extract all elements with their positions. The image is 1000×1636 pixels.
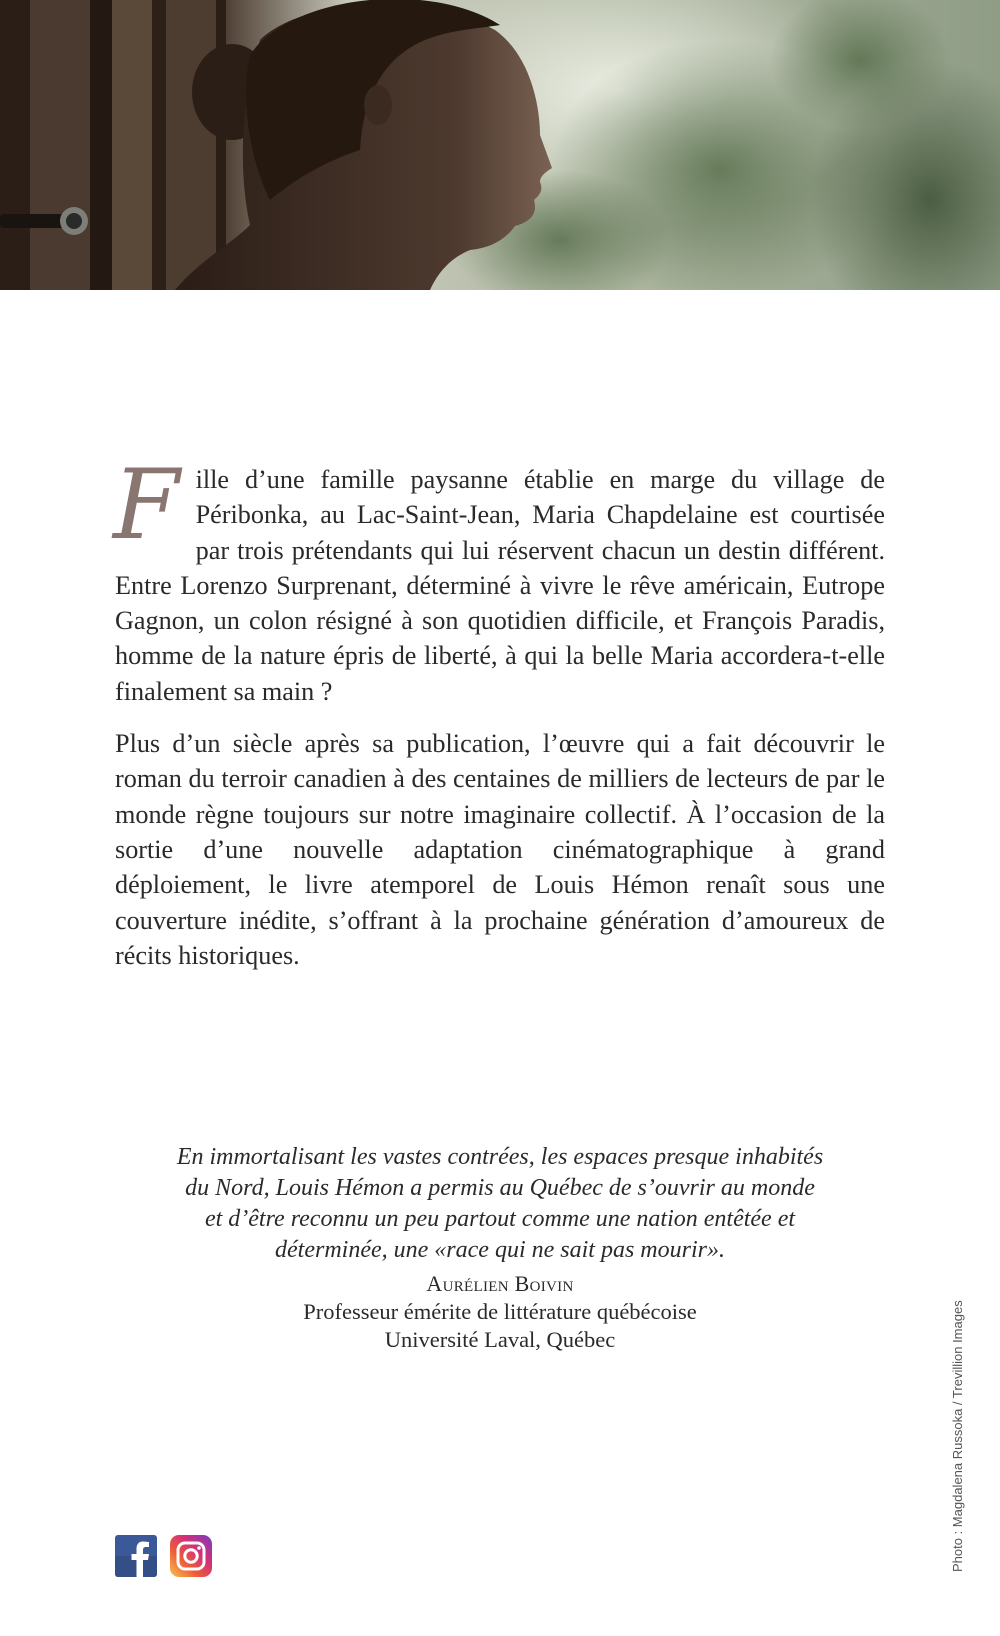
quote-line: et d’être reconnu un peu partout comme une nation entêtée et: [204, 1206, 796, 1232]
photo-credit: Photo : Magdalena Russoka / Trevillion Images: [950, 1300, 965, 1572]
synopsis-paragraph-1-text: ille d’une famille paysanne établie en marge du village de Péribonka, au Lac-Saint-Jean, Maria Chapdelaine est courtisée par trois prétendants qui lui réservent chacun un destin différent. Entre Lorenzo Surprenant, déterminé à vivre le rêve américain, Eutrope Gagnon, un colon résigné à son quotidien difficile, et François Paradis, homme de la nature épris de liberté, à qui la belle Maria accordera-t-elle finalement sa main ?: [115, 465, 885, 706]
cover-photo-illustration: [0, 0, 1000, 290]
quote-line: du Nord, Louis Hémon a permis au Québec de s’ouvrir au monde: [185, 1175, 815, 1201]
quote-text: [150, 1142, 850, 1266]
quote-author: Aurélien Boivin: [426, 1271, 574, 1296]
instagram-icon[interactable]: [170, 1535, 212, 1577]
quote-line: En immortalisant les vastes contrées, les espaces presque inhabités: [176, 1144, 824, 1170]
facebook-icon[interactable]: [115, 1535, 157, 1577]
synopsis-paragraph-2: Plus d’un siècle après sa publication, l’œuvre qui a fait découvrir le roman du terroir canadien à des centaines de milliers de lecteurs de par le monde règne toujours sur notre imaginaire collectif. À l’occasion de la sortie d’une nouvelle adaptation cinématographique à grand déploiement, le livre atemporel de Louis Hémon renaît sous une couverture inédite, s’offrant à la prochaine génération d’amoureux de récits historiques.: [115, 729, 885, 970]
synopsis-paragraph-1: [113, 449, 885, 709]
synopsis: [113, 449, 885, 973]
quote-line: déterminée, une «race qui ne sait pas mourir».: [275, 1237, 725, 1263]
social-links: [115, 1535, 212, 1577]
quote-block: [150, 1142, 850, 1354]
quote-author-role: Professeur émérite de littérature québécoise: [303, 1299, 697, 1324]
dropcap: F: [113, 449, 180, 561]
cover-photo: [0, 0, 1000, 290]
quote-author-institution: Université Laval, Québec: [384, 1327, 616, 1352]
